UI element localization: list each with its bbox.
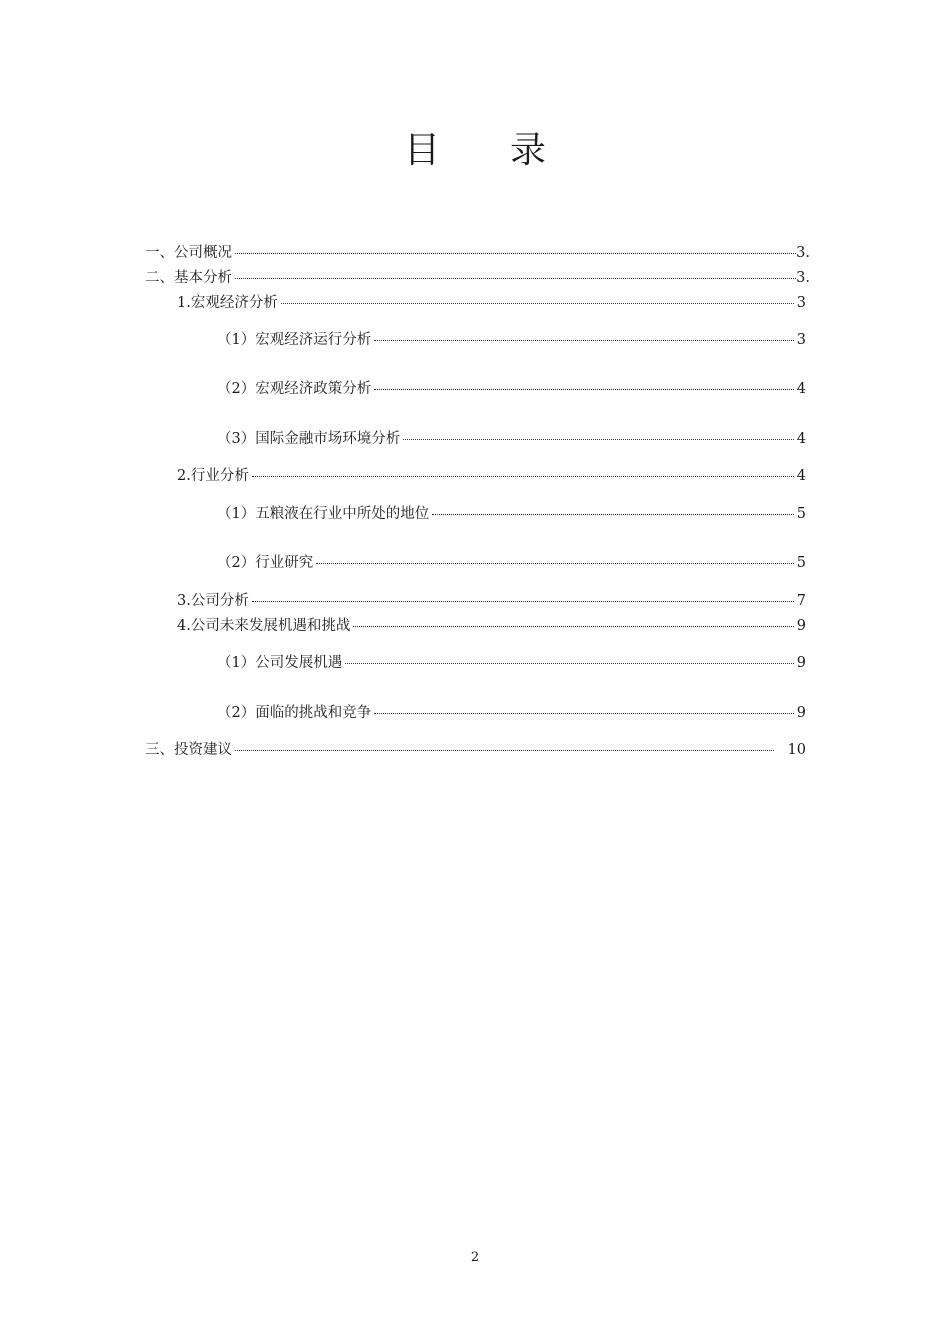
toc-leader — [235, 749, 774, 751]
toc-entry[interactable] — [145, 740, 806, 760]
toc-entry-page: 3 — [796, 295, 806, 311]
toc-leader — [235, 277, 796, 279]
toc-entry-label: 一、公司概况 — [145, 245, 232, 261]
toc-entry-page: 9 — [796, 705, 806, 721]
toc-leader — [374, 339, 794, 341]
toc-entry[interactable] — [217, 429, 806, 449]
toc-entry-label: 1.宏观经济分析 — [177, 295, 278, 311]
toc-leader — [252, 475, 794, 477]
toc-entry[interactable] — [177, 591, 806, 611]
toc-entry-label: 三、投资建议 — [145, 742, 232, 758]
toc-leader — [374, 712, 794, 714]
toc-entry[interactable] — [217, 553, 806, 573]
toc-entry[interactable] — [217, 379, 806, 399]
toc-entry-page: 10 — [787, 742, 806, 758]
toc-entry[interactable] — [217, 330, 806, 350]
toc-entry[interactable] — [145, 243, 810, 263]
title-char-2: 录 — [510, 130, 547, 171]
toc-entry-label: 3.公司分析 — [177, 593, 249, 609]
toc-entry-page: 7 — [796, 593, 806, 609]
toc-entry-label: （2）宏观经济政策分析 — [217, 381, 372, 397]
toc-entry[interactable] — [177, 616, 806, 636]
toc-entry-page: 5 — [796, 555, 806, 571]
toc-entry[interactable] — [217, 653, 806, 673]
toc-entry-page: 3. — [796, 245, 810, 261]
toc-leader — [235, 252, 796, 254]
toc-leader — [403, 438, 794, 440]
title-char-1: 目 — [403, 130, 440, 171]
toc-entry-label: （1）五粮液在行业中所处的地位 — [217, 506, 430, 522]
toc-entry-page: 3 — [796, 332, 806, 348]
toc-entry-label: （1）宏观经济运行分析 — [217, 332, 372, 348]
toc-entry-page: 4 — [796, 381, 806, 397]
toc-entry-label: 2.行业分析 — [177, 468, 249, 484]
toc-leader — [281, 302, 794, 304]
toc-entry[interactable] — [217, 504, 806, 524]
toc-entry-label: 二、基本分析 — [145, 270, 232, 286]
toc-entry[interactable] — [145, 268, 810, 288]
toc-entry[interactable] — [177, 293, 806, 313]
toc-leader — [353, 625, 793, 627]
toc-entry-label: （3）国际金融市场环境分析 — [217, 431, 401, 447]
toc-leader — [374, 388, 794, 390]
page-number: 2 — [470, 1250, 480, 1265]
toc-leader — [316, 562, 794, 564]
toc-entry-label: 4.公司未来发展机遇和挑战 — [177, 618, 351, 634]
toc-entry-page: 9 — [796, 655, 806, 671]
toc-entry-page: 5 — [796, 506, 806, 522]
toc-leader — [252, 600, 794, 602]
toc-entry-page: 9 — [796, 618, 806, 634]
toc-entry-label: （2）行业研究 — [217, 555, 314, 571]
toc-entry-page: 4 — [796, 431, 806, 447]
toc-leader — [432, 513, 794, 515]
toc-entry[interactable] — [217, 703, 806, 723]
toc-leader — [345, 662, 794, 664]
toc-entry-label: （2）面临的挑战和竞争 — [217, 705, 372, 721]
toc-entry-page: 3. — [796, 270, 810, 286]
toc-entry-page: 4 — [796, 468, 806, 484]
toc-entry[interactable] — [177, 466, 806, 486]
toc-entry-label: （1）公司发展机遇 — [217, 655, 343, 671]
